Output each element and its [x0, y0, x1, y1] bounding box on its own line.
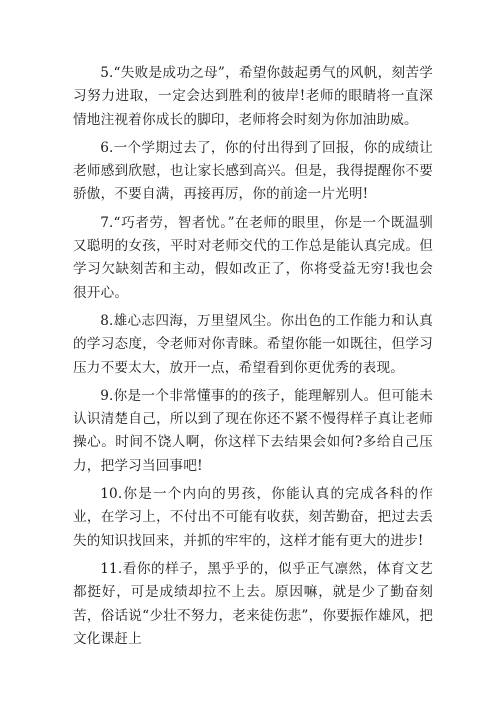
- comment-paragraph-8: 8.雄心志四海，万里望风尘。你出色的工作能力和认真的学习态度，令老师对你青睐。希望你能一如既往，但学习压力不要太大，放开一点，希望看到你更优秀的表现。: [73, 312, 433, 376]
- comment-paragraph-10: 10.你是一个内向的男孩，你能认真的完成各科的作业，在学习上，不付出不可能有收获，刻苦勤奋，把过去丢失的知识找回来，并抓的牢牢的，这样才能有更大的进步!: [73, 486, 433, 549]
- comment-paragraph-9: 9.你是一个非常懂事的的孩子，能理解别人。但可能未认识清楚自己，所以到了现在你还不紧不慢得样子真让老师操心。时间不饶人啊，你这样下去结果会如何?多给自己压力，把学习当回事吧!: [73, 387, 433, 474]
- comment-paragraph-11: 11.看你的样子，黑乎乎的，似乎正气凛然，体育文艺都挺好，可是成绩却拉不上去。原因嘛，就是少了勤奋刻苦，俗话说“少壮不努力，老来徒伤悲”，你要振作雄风，把文化课赶上: [73, 560, 433, 647]
- comment-paragraph-5: 5.“失败是成功之母”，希望你鼓起勇气的风帆，刻苦学习努力进取，一定会达到胜利的彼岸!老师的眼睛将一直深情地注视着你成长的脚印，老师将会时刻为你加油助威。: [73, 65, 433, 128]
- comment-paragraph-6: 6.一个学期过去了，你的付出得到了回报，你的成绩让老师感到欣慰，也让家长感到高兴。但是，我得提醒你不要骄傲，不要自满，再接再厉，你的前途一片光明!: [73, 139, 433, 203]
- document-body: [73, 62, 433, 656]
- comment-paragraph-7: 7.“巧者劳，智者忧。”在老师的眼里，你是一个既温驯又聪明的女孩，平时对老师交代的工作总是能认真完成。但学习欠缺刻苦和主动，假如改正了，你将受益无穷!我也会很开心。: [73, 214, 433, 301]
